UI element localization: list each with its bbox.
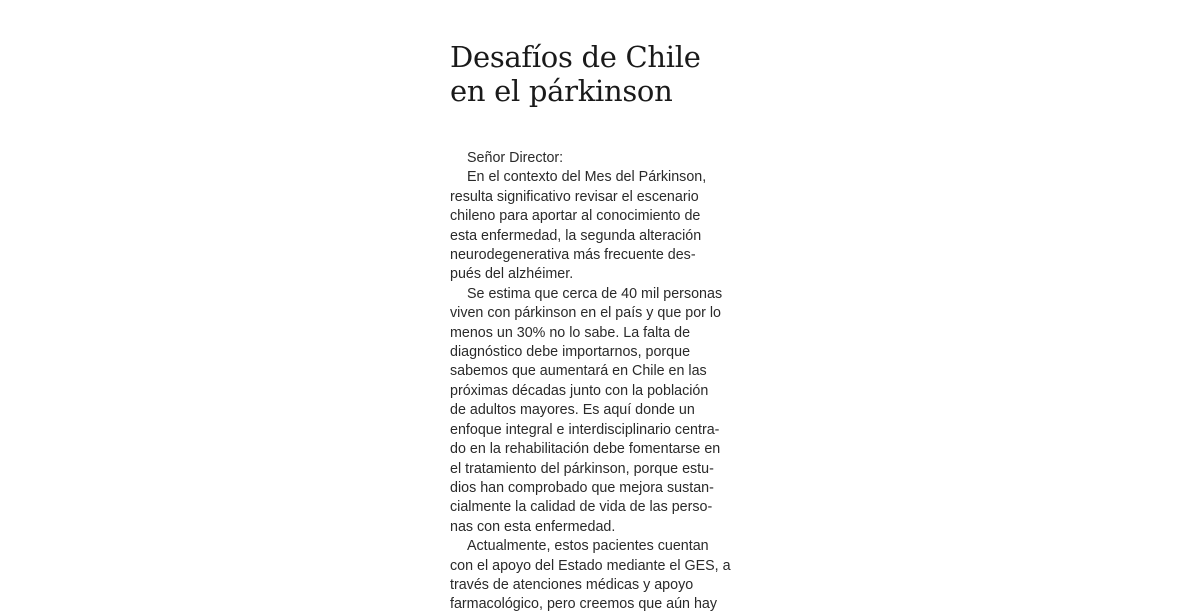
text-line: do en la rehabilitación debe fomentarse en: [450, 441, 721, 458]
text-line: enfoque integral e interdisciplinario centra-: [450, 421, 720, 438]
text-line: sabemos que aumentará en Chile en las: [450, 363, 707, 380]
headline-line: Desafíos de Chile: [450, 40, 701, 74]
text-line: En el contexto del Mes del Párkinson,: [467, 169, 707, 186]
text-line: Señor Director:: [467, 150, 564, 166]
text-line: resulta significativo revisar el escenario: [450, 188, 699, 205]
text-line: menos un 30% no lo sabe. La falta de: [450, 324, 691, 341]
salutation: [450, 149, 735, 168]
text-line: el tratamiento del párkinson, porque estu-: [450, 460, 714, 477]
text-line: neurodegenerativa más frecuente des-: [450, 247, 696, 264]
paragraph-3: [450, 537, 735, 615]
text-line: nas con esta enfermedad.: [450, 518, 616, 535]
text-line: de adultos mayores. Es aquí donde un: [450, 402, 695, 419]
text-line: través de atenciones médicas y apoyo: [450, 576, 694, 593]
letter-article: [450, 40, 735, 615]
text-line: con el apoyo del Estado mediante el GES, a: [450, 557, 731, 574]
paragraph-1: [450, 168, 735, 284]
text-line: dios han comprobado que mejora sustan-: [450, 479, 714, 496]
letter-body: [450, 149, 735, 615]
text-line: esta enfermedad, la segunda alteración: [450, 227, 702, 244]
text-line: viven con párkinson en el país y que por lo: [450, 305, 722, 322]
text-line: próximas décadas junto con la población: [450, 382, 709, 399]
text-line: pués del alzhéimer.: [450, 266, 574, 283]
text-line: Se estima que cerca de 40 mil personas: [467, 285, 723, 302]
headline: [450, 40, 735, 108]
text-line: cialmente la calidad de vida de las perso-: [450, 499, 713, 516]
text-line: chileno para aportar al conocimiento de: [450, 208, 701, 225]
text-line: Actualmente, estos pacientes cuentan: [467, 538, 709, 555]
text-line: farmacológico, pero creemos que aún hay: [450, 596, 718, 613]
text-line: diagnóstico debe importarnos, porque: [450, 344, 691, 361]
headline-line: en el párkinson: [450, 74, 673, 108]
paragraph-2: [450, 285, 735, 537]
